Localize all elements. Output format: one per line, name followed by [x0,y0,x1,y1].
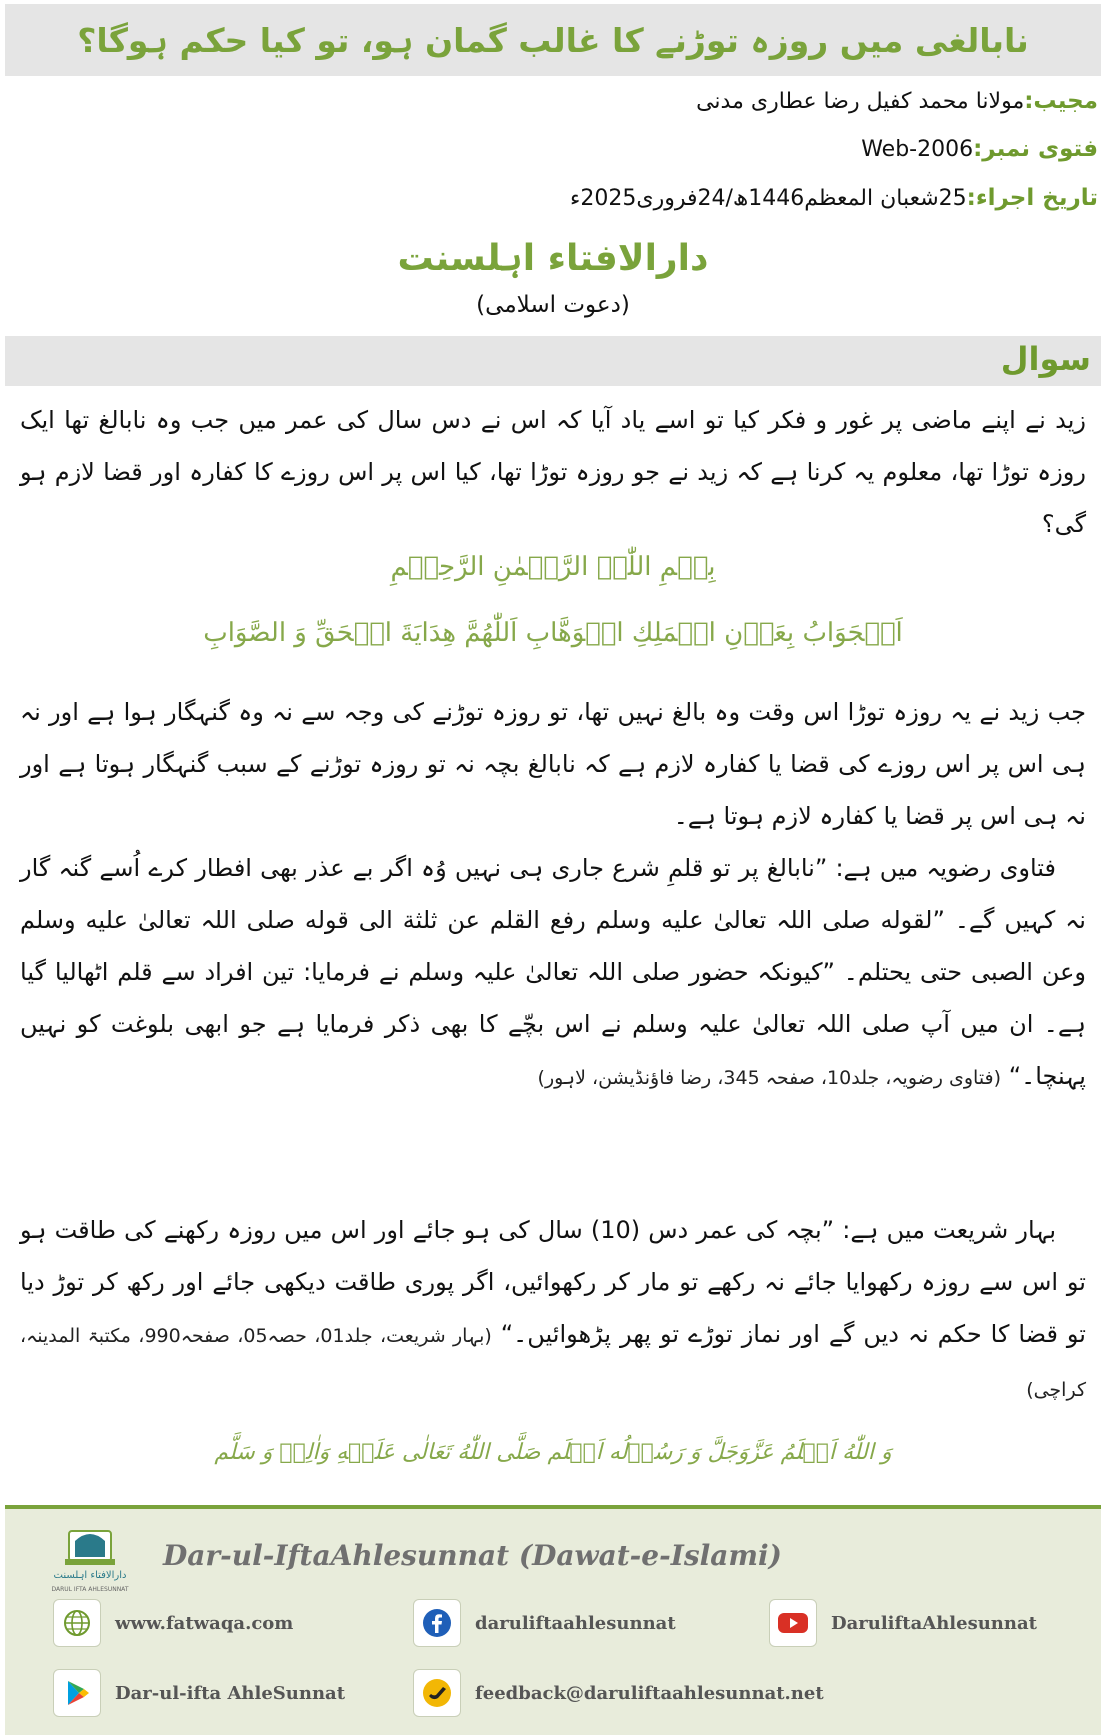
youtube-link[interactable] [769,1599,1037,1647]
email-text: feedback@daruliftaahlesunnat.net [475,1682,824,1704]
mujeeb-label: مجیب: [1024,88,1098,114]
email-icon [413,1669,461,1717]
page-title: نابالغی میں روزہ توڑنے کا غالب گمان ہو، تو کیا حکم ہوگا؟ [77,20,1029,60]
answer-paragraph-2-reference: (فتاوی رضویہ، جلد10، صفحہ 345، رضا فاؤنڈیشن، لاہور) [537,1067,1002,1089]
play-store-icon [53,1669,101,1717]
title-bar [5,4,1101,76]
answer-paragraph-3-text: بہار شریعت میں ہے: ”بچہ کی عمر دس (10) سال کی ہو جائے اور اس میں روزہ رکھنے کی طاقت ہو تو اس سے روزہ رکھوایا جائے نہ رکھے تو مار کر رکھوائیں، اگر پوری طاقت دیکھی جائے اور رکھ کر توڑ دیا تو قضا کا حکم نہ دیں گے اور نماز توڑے تو پھر پڑھوائیں۔“ [20,1216,1086,1348]
answer-paragraph-2 [20,842,1086,1104]
fatwa-number-label: فتوی نمبر: [973,136,1098,162]
bismillah: بِسۡمِ اللّٰہِ الرَّحۡمٰنِ الرَّحِیۡمِ [390,552,716,582]
email-link[interactable] [413,1669,824,1717]
issue-date-value: 25شعبان المعظم1446ھ/24فروری2025ء [570,186,967,211]
fatwa-number-value: Web-2006 [861,137,974,162]
dar-ul-ifta-logo [47,1523,133,1595]
institution-name: دارالافتاء اہلسنت [397,238,709,279]
question-heading: سوال [1000,340,1091,378]
mujeeb-value: مولانا محمد کفیل رضا عطاری مدنی [696,89,1025,114]
issue-date-row [18,185,1098,211]
logo-caption: DARUL IFTA AHLESUNNAT [51,1586,129,1593]
answer-paragraph-2-text: فتاوی رضویہ میں ہے: ”نابالغ پر تو قلمِ شرع جاری ہی نہیں وُہ اگر بے عذر بھی افطار کرے اُسے گنہ گار نہ کہیں گے۔ ”لقوله صلی اللہ تعالیٰ علیه وسلم رفع القلم عن ثلثة الی قوله صلی اللہ تعالیٰ علیه وسلم وعن الصبی حتی یحتلم۔ ”کیونکہ حضور صلی اللہ تعالیٰ علیہ وسلم نے فرمایا: تین افراد سے قلم اٹھالیا گیا ہے۔ ان میں آپ صلی اللہ تعالیٰ علیہ وسلم نے اس بچّے کا بھی ذکر فرمایا ہے جو ابھی بلوغت کو نہیں پہنچا۔“ [20,854,1086,1090]
answer-paragraph-1-text: جب زید نے یہ روزہ توڑا اس وقت وہ بالغ نہیں تھا، تو روزہ توڑنے کی وجہ سے نہ وہ گنہگار ہوا ہے اور نہ ہی اس پر اس روزے کی قضا یا کفارہ لازم ہے کہ نابالغ بچہ نہ تو روزہ توڑنے کے سبب گنہگار ہوتا ہے اور نہ ہی اس پر قضا یا کفارہ لازم ہوتا ہے۔ [20,698,1086,830]
question-text [20,394,1086,550]
website-text: www.fatwaqa.com [115,1612,294,1634]
facebook-icon [413,1599,461,1647]
mujeeb-row [18,88,1098,114]
issue-date-label: تاریخ اجراء: [966,185,1098,211]
facebook-text: daruliftaahlesunnat [475,1612,676,1634]
playstore-link[interactable] [53,1669,345,1717]
closing-dua: وَ اللّٰهُ اَعۡلَمُ عَزَّوَجَلَّ وَ رَسُوۡلُه اَعۡلَم صَلَّی اللّٰهُ تَعَالٰی عَلَيۡهِ وَاٰلِهٖ وَ سَلَّم [214,1440,892,1465]
logo-text: دارالافتاء اہلسنت [53,1570,127,1581]
question-text-content: زید نے اپنے ماضی پر غور و فکر کیا تو اسے یاد آیا کہ اس نے دس سال کی عمر میں جب وہ نابالغ تھا ایک روزہ توڑا تھا، معلوم یہ کرنا ہے کہ زید نے جو روزہ توڑا تھا، کیا اس پر اس روزے کا کفارہ اور قضا لازم ہو گی؟ [20,406,1086,538]
playstore-text: Dar-ul-ifta AhleSunnat [115,1682,346,1704]
answer-opening: اَلۡجَوَابُ بِعَوۡنِ الۡمَلِكِ الۡوَهَّابِ اَللّٰهُمَّ هِدَايَةَ الۡحَقِّ وَ الصَّوَابِ [203,618,903,648]
answer-paragraph-1 [20,686,1086,842]
fatwa-number-row [18,136,1098,162]
facebook-link[interactable] [413,1599,676,1647]
footer [5,1505,1101,1735]
youtube-icon [769,1599,817,1647]
youtube-text: DaruliftaAhlesunnat [831,1612,1037,1634]
globe-icon [53,1599,101,1647]
question-heading-bar [5,336,1101,386]
website-link[interactable] [53,1599,293,1647]
institution-sub: (دعوت اسلامی) [476,292,630,318]
answer-paragraph-3-reference: (بہار شریعت، جلد01، حصہ05، صفحہ990، مکتبۃ المدینہ، کراچی) [20,1325,1086,1401]
answer-paragraph-3 [20,1204,1086,1416]
footer-brand: Dar-ul-IftaAhlesunnat (Dawat-e-Islami) [163,1539,782,1572]
